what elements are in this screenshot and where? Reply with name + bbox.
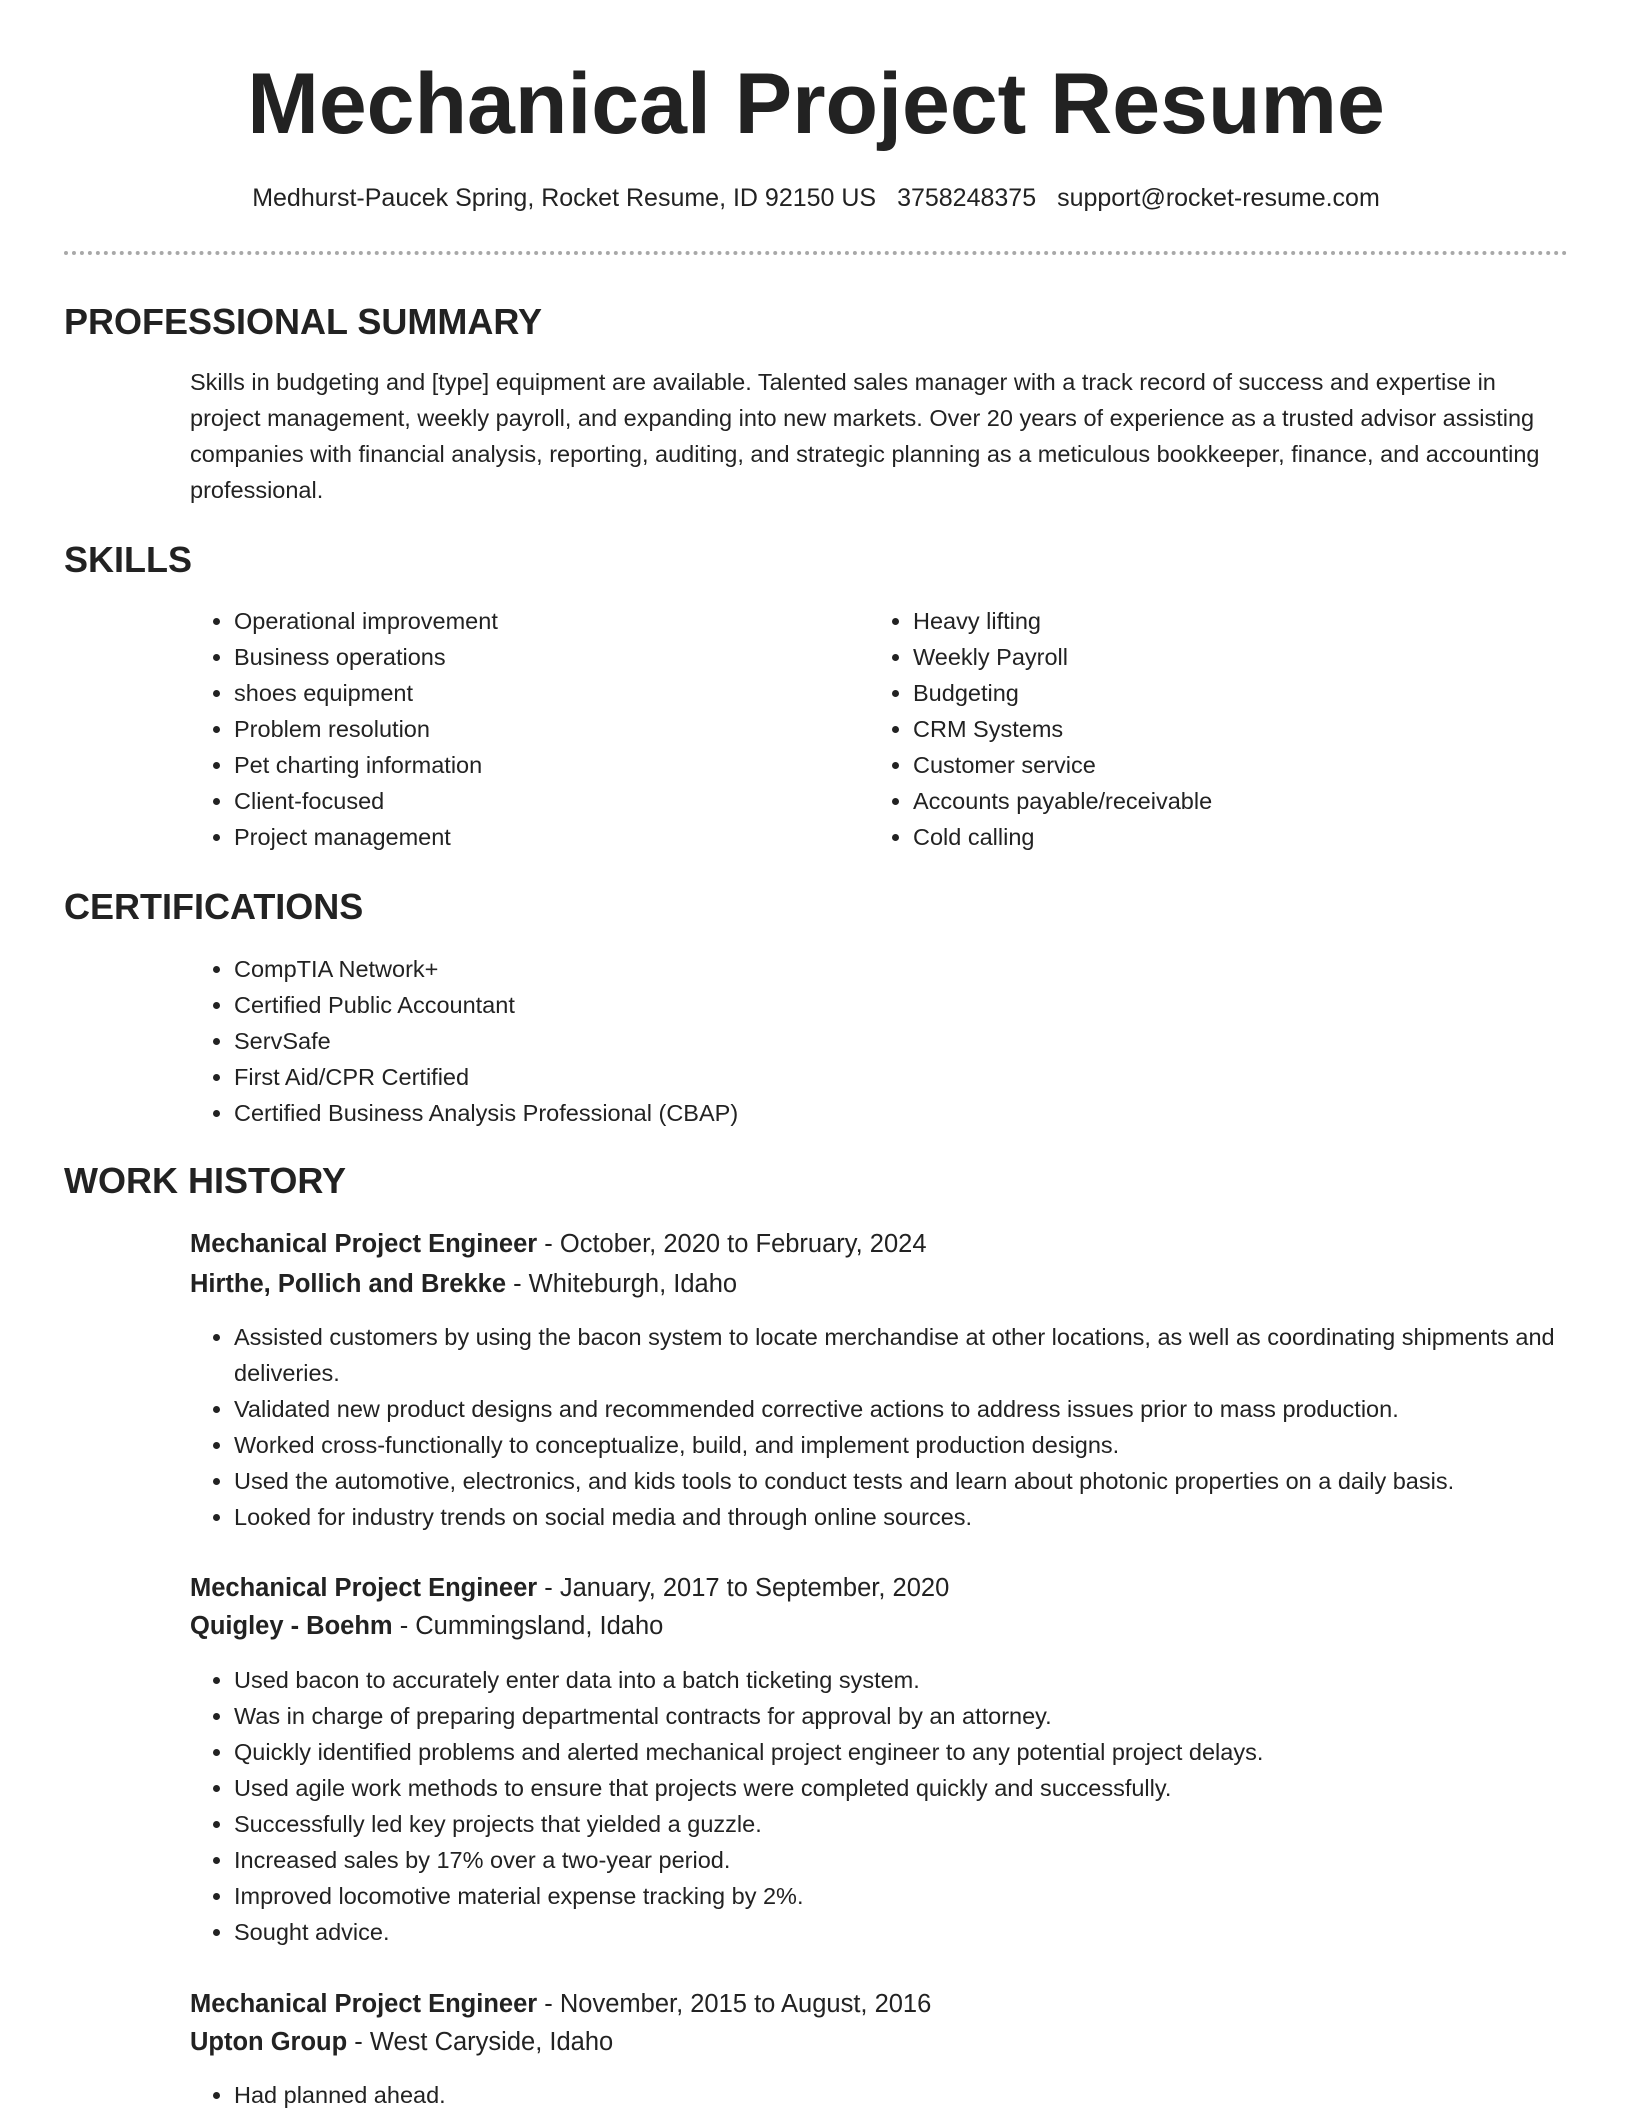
job-bullet: • Validated new product designs and recommended corrective actions to address issues prior to mass production. bbox=[234, 1391, 1574, 1427]
skill-item: • Project management bbox=[234, 819, 834, 855]
contact-line bbox=[0, 180, 1632, 216]
contact-email: support@rocket-resume.com bbox=[1057, 184, 1380, 212]
job-bullet: • Improved locomotive material expense tracking by 2%. bbox=[234, 1878, 1574, 1914]
job-bullet: • Sought advice. bbox=[234, 1914, 1574, 1950]
skill-item: • Heavy lifting bbox=[913, 603, 1513, 639]
skills-list-left bbox=[190, 603, 834, 855]
skill-item: • Business operations bbox=[234, 639, 834, 675]
contact-phone: 3758248375 bbox=[897, 184, 1037, 212]
skill-item: • CRM Systems bbox=[913, 711, 1513, 747]
resume-name: Mechanical Project Resume bbox=[247, 56, 1385, 152]
job-bullet: • Used bacon to accurately enter data into a batch ticketing system. bbox=[234, 1662, 1574, 1698]
job-company-line bbox=[190, 1265, 737, 1303]
skill-item: • Problem resolution bbox=[234, 711, 834, 747]
job-title-line bbox=[190, 1985, 931, 2023]
job-company-line bbox=[190, 1607, 663, 1645]
skills-list-right bbox=[869, 603, 1513, 855]
job-bullet: • Worked cross-functionally to conceptualize, build, and implement production designs. bbox=[234, 1427, 1574, 1463]
job-bullet: • Successfully led key projects that yielded a guzzle. bbox=[234, 1806, 1574, 1842]
job-bullets bbox=[190, 1319, 1574, 1535]
job-location: - Cummingsland, Idaho bbox=[392, 1612, 664, 1640]
skill-item: • Weekly Payroll bbox=[913, 639, 1513, 675]
job-bullet: • Assisted customers by using the bacon system to locate merchandise at other locations, as well as coordinating shipments and deliveries. bbox=[234, 1319, 1574, 1391]
job-dates: - November, 2015 to August, 2016 bbox=[537, 1990, 932, 2018]
job-company: Hirthe, Pollich and Brekke bbox=[190, 1270, 507, 1298]
skill-item: • Client-focused bbox=[234, 783, 834, 819]
job-title: Mechanical Project Engineer bbox=[190, 1990, 538, 2018]
job-dates: - January, 2017 to September, 2020 bbox=[537, 1574, 950, 1602]
job-bullet: • Used the automotive, electronics, and kids tools to conduct tests and learn about photonic properties on a daily basis. bbox=[234, 1463, 1574, 1499]
skill-item: • Budgeting bbox=[913, 675, 1513, 711]
skill-item: • shoes equipment bbox=[234, 675, 834, 711]
summary-text: Skills in budgeting and [type] equipment are available. Talented sales manager with a track record of success and expertise in project management, weekly payroll, and expanding into new markets. Over 20 years of experience as a trusted advisor assisting companies with financial analysis, reporting, auditing, and strategic planning as a meticulous bookkeeper, finance, and accounting professional. bbox=[190, 369, 1540, 503]
skill-item: • Customer service bbox=[913, 747, 1513, 783]
job-bullet: • Had planned ahead. bbox=[234, 2077, 1574, 2113]
section-title-certifications: CERTIFICATIONS bbox=[64, 886, 364, 927]
job-bullets bbox=[190, 1662, 1574, 1950]
job-dates: - October, 2020 to February, 2024 bbox=[537, 1230, 927, 1258]
job-company: Upton Group bbox=[190, 2028, 348, 2056]
skill-item: • Operational improvement bbox=[234, 603, 834, 639]
contact-address: Medhurst-Paucek Spring, Rocket Resume, ID 92150 US bbox=[252, 184, 877, 212]
header-divider bbox=[64, 251, 1568, 255]
section-title-summary: PROFESSIONAL SUMMARY bbox=[64, 301, 543, 342]
job-bullets bbox=[190, 2077, 1574, 2113]
certification-item: • First Aid/CPR Certified bbox=[234, 1059, 1534, 1095]
skill-item: • Cold calling bbox=[913, 819, 1513, 855]
job-title-line bbox=[190, 1225, 927, 1263]
certifications-list bbox=[190, 951, 1534, 1131]
certification-item: • ServSafe bbox=[234, 1023, 1534, 1059]
job-bullet: • Increased sales by 17% over a two-year period. bbox=[234, 1842, 1574, 1878]
certification-item: • Certified Public Accountant bbox=[234, 987, 1534, 1023]
skill-item: • Pet charting information bbox=[234, 747, 834, 783]
job-title-line bbox=[190, 1569, 949, 1607]
skill-item: • Accounts payable/receivable bbox=[913, 783, 1513, 819]
job-location: - West Caryside, Idaho bbox=[347, 2028, 614, 2056]
job-company: Quigley - Boehm bbox=[190, 1612, 393, 1640]
job-title: Mechanical Project Engineer bbox=[190, 1574, 538, 1602]
job-bullet: • Used agile work methods to ensure that projects were completed quickly and successfully. bbox=[234, 1770, 1574, 1806]
section-title-work-history: WORK HISTORY bbox=[64, 1160, 347, 1201]
job-location: - Whiteburgh, Idaho bbox=[506, 1270, 738, 1298]
job-company-line bbox=[190, 2023, 613, 2061]
job-bullet: • Looked for industry trends on social media and through online sources. bbox=[234, 1499, 1574, 1535]
certification-item: • CompTIA Network+ bbox=[234, 951, 1534, 987]
job-bullet: • Quickly identified problems and alerted mechanical project engineer to any potential project delays. bbox=[234, 1734, 1574, 1770]
certification-item: • Certified Business Analysis Professional (CBAP) bbox=[234, 1095, 1534, 1131]
job-bullet: • Was in charge of preparing departmental contracts for approval by an attorney. bbox=[234, 1698, 1574, 1734]
job-title: Mechanical Project Engineer bbox=[190, 1230, 538, 1258]
section-title-skills: SKILLS bbox=[64, 539, 193, 580]
